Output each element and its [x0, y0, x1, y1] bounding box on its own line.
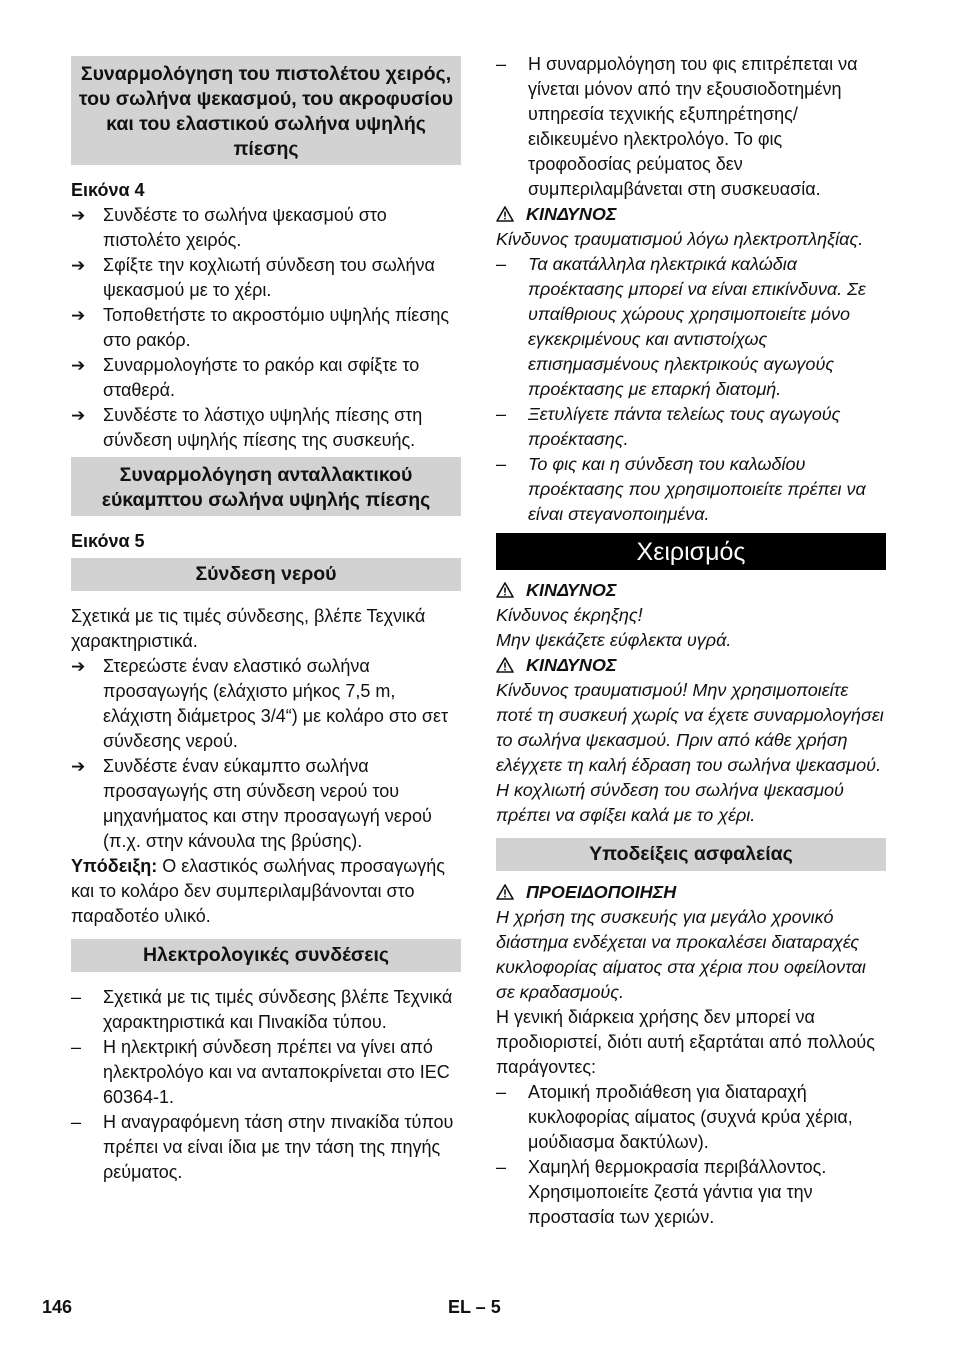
list-item: ➔ Τοποθετήστε το ακροστόμιο υψηλής πίεσης στο ρακόρ.	[71, 303, 461, 353]
dash-icon	[496, 452, 528, 527]
danger-1-items	[496, 252, 886, 527]
heading-assembly-gun: Συναρμολόγηση του πιστολέτου χειρός, του σωλήνα ψεκασμού, του ακροφυσίου και του ελαστικού σωλήνα υψηλής πίεσης	[71, 56, 461, 165]
arrow-icon	[71, 353, 103, 403]
warning-label: ΠΡΟΕΙΔΟΠΟΙΗΣΗ	[496, 880, 886, 905]
dash-icon	[496, 252, 528, 402]
list-item: ➔ Συναρμολογήστε το ρακόρ και σφίξτε το σταθερά.	[71, 353, 461, 403]
steps-figure-4	[71, 203, 461, 453]
arrow-icon	[71, 203, 103, 253]
arrow-icon	[71, 253, 103, 303]
list-item: – Ξετυλίγετε πάντα τελείως τους αγωγούς προέκτασης.	[496, 402, 886, 452]
danger-label-2: ΚΙΝΔΥΝΟΣ	[496, 578, 886, 603]
note-paragraph	[71, 854, 461, 929]
warning-text: Η χρήση της συσκευής για μεγάλο χρονικό διάστημα ενδέχεται να προκαλέσει διαταραχές κυκλοφορίας αίματος στα χέρια που οφείλονται σε κραδασμούς.	[496, 907, 866, 1002]
list-item: ➔ Συνδέστε το σωλήνα ψεκασμού στο πιστολέτο χειρός.	[71, 203, 461, 253]
dash-icon	[496, 1155, 528, 1230]
list-item: – Η συναρμολόγηση του φις επιτρέπεται να γίνεται μόνον από την εξουσιοδοτημένη υπηρεσία τεχνικής εξυπηρέτησης/ειδικευμένο ηλεκτρολόγο. Το φις τροφοδοσίας ρεύματος δεν συμπεριλαμβάνεται στη συσκευασία.	[496, 52, 886, 202]
figure-5-label: Εικόνα 5	[71, 531, 145, 551]
list-item: – Η αναγραφόμενη τάση στην πινακίδα τύπου πρέπει να είναι ίδια με την τάση της πηγής ρεύματος.	[71, 1110, 461, 1185]
list-item: ➔ Συνδέστε έναν εύκαμπτο σωλήνα προσαγωγής στη σύνδεση νερού του μηχανήματος και στην προσαγωγή νερού (π.χ. στην κάνουλα της βρύσης).	[71, 754, 461, 854]
factors-list	[496, 1080, 886, 1230]
heading-electrical: Ηλεκτρολογικές συνδέσεις	[71, 939, 461, 972]
danger-2-line-2: Μην ψεκάζετε εύφλεκτα υγρά.	[496, 630, 732, 650]
list-item: ➔ Σφίξτε την κοχλιωτή σύνδεση του σωλήνα ψεκασμού με το χέρι.	[71, 253, 461, 303]
danger-label-3: ΚΙΝΔΥΝΟΣ	[496, 653, 886, 678]
dash-icon	[496, 1080, 528, 1155]
water-steps	[71, 654, 461, 854]
dash-icon	[496, 402, 528, 452]
list-item: – Ατομική προδιάθεση για διαταραχή κυκλοφορίας αίματος (συχνά κρύα χέρια, μούδιασμα δακτύλων).	[496, 1080, 886, 1155]
arrow-icon	[71, 654, 103, 754]
figure-4-label: Εικόνα 4	[71, 180, 145, 200]
list-item: – Σχετικά με τις τιμές σύνδεσης βλέπε Τεχνικά χαρακτηριστικά και Πινακίδα τύπου.	[71, 985, 461, 1035]
note-text: Ο ελαστικός σωλήνας προσαγωγής και το κολάρο δεν συμπεριλαμβάνονται στο παραδοτέο υλικό.	[71, 856, 445, 926]
language-page-label: EL – 5	[448, 1297, 501, 1317]
right-column	[496, 52, 886, 1230]
danger-label-1: ΚΙΝΔΥΝΟΣ	[496, 202, 886, 227]
section-title-operation: Χειρισμός	[496, 533, 886, 570]
warning-triangle-icon	[496, 582, 516, 600]
page-number: 146	[42, 1297, 73, 1317]
dash-icon	[71, 985, 103, 1035]
danger-2-line-1: Κίνδυνος έκρηξης!	[496, 605, 643, 625]
dash-icon	[71, 1035, 103, 1110]
heading-replacement-hose: Συναρμολόγηση ανταλλακτικού εύκαμπτου σωλήνα υψηλής πίεσης	[71, 457, 461, 516]
arrow-icon	[71, 403, 103, 453]
danger-1-text: Κίνδυνος τραυματισμού λόγω ηλεκτροπληξίας.	[496, 229, 864, 249]
list-item: – Η ηλεκτρική σύνδεση πρέπει να γίνει από ηλεκτρολόγο και να ανταποκρίνεται στο IEC 60364-1.	[71, 1035, 461, 1110]
list-item: – Τα ακατάλληλα ηλεκτρικά καλώδια προέκτασης μπορεί να είναι επικίνδυνα. Σε υπαίθριους χώρους χρησιμοποιείτε μόνο εγκεκριμένους και αντιστοίχως επισημασμένους ηλεκτρικούς αγωγούς προέκτασης με επαρκή διατομή.	[496, 252, 886, 402]
heading-safety-notes: Υποδείξεις ασφαλείας	[496, 838, 886, 871]
list-item: – Το φις και η σύνδεση του καλωδίου προέκτασης που χρησιμοποιείτε πρέπει να είναι στεγανοποιημένα.	[496, 452, 886, 527]
duration-text: Η γενική διάρκεια χρήσης δεν μπορεί να προδιοριστεί, διότι αυτή εξαρτάται από πολλούς παράγοντες:	[496, 1007, 875, 1077]
electrical-items	[71, 985, 461, 1185]
note-label: Υπόδειξη:	[71, 856, 158, 876]
arrow-icon	[71, 754, 103, 854]
list-item: ➔ Στερεώστε έναν ελαστικό σωλήνα προσαγωγής (ελάχιστο μήκος 7,5 m, ελάχιστη διάμετρος 3/4“) με κολάρο στο σετ σύνδεσης νερού.	[71, 654, 461, 754]
danger-3-text: Κίνδυνος τραυματισμού! Μην χρησιμοποιείτε ποτέ τη συσκευή χωρίς να έχετε συναρμολογήσει το σωλήνα ψεκασμού. Πριν από κάθε χρήση ελέγχετε τη καλή έδραση του σωλήνα ψεκασμού. Η κοχλιωτή σύνδεση του σωλήνα ψεκασμού πρέπει να σφίξει καλά με το χέρι.	[496, 680, 884, 825]
heading-water-connection: Σύνδεση νερού	[71, 558, 461, 591]
dash-icon	[71, 1110, 103, 1185]
warning-triangle-icon	[496, 206, 516, 224]
list-item: ➔ Συνδέστε το λάστιχο υψηλής πίεσης στη σύνδεση υψηλής πίεσης της συσκευής.	[71, 403, 461, 453]
arrow-icon	[71, 303, 103, 353]
warning-triangle-icon	[496, 884, 516, 902]
list-item: – Χαμηλή θερμοκρασία περιβάλλοντος. Χρησιμοποιείτε ζεστά γάντια για την προστασία των χεριών.	[496, 1155, 886, 1230]
dash-icon	[496, 52, 528, 202]
left-column	[71, 56, 461, 1185]
water-intro: Σχετικά με τις τιμές σύνδεσης, βλέπε Τεχνικά χαρακτηριστικά.	[71, 606, 426, 651]
warning-triangle-icon	[496, 657, 516, 675]
